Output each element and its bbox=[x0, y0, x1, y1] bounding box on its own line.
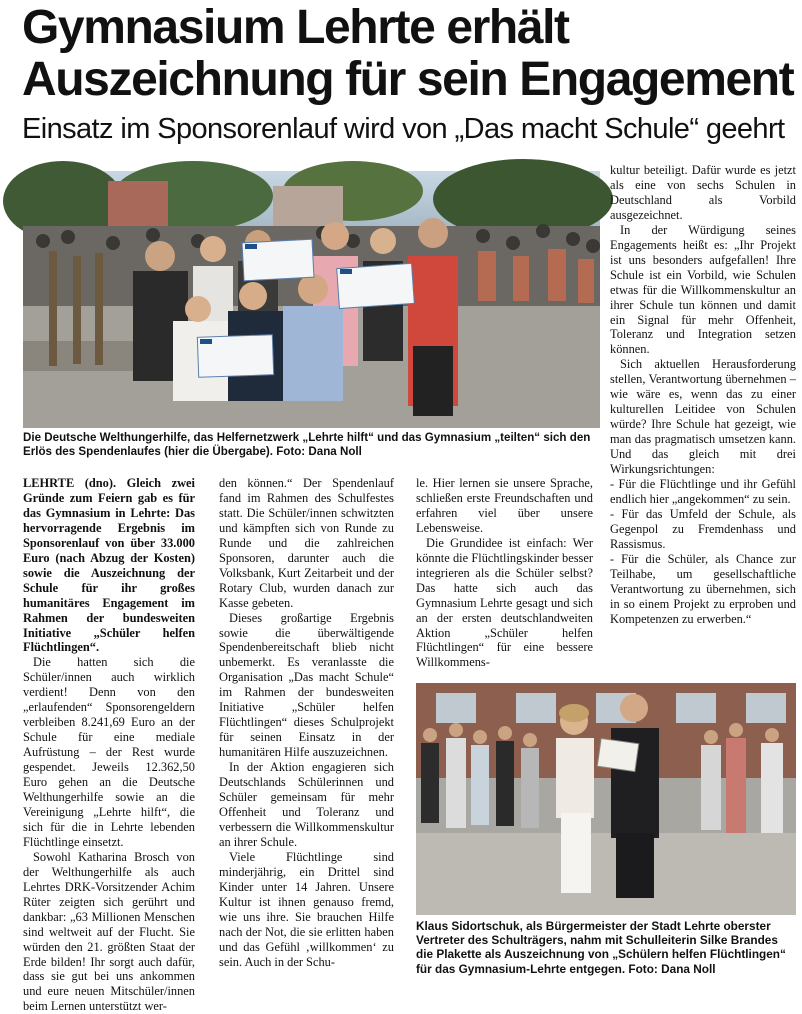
article-paragraph: Viele Flüchtlinge sind minderjährig, ein Drittel sind Kinder unter 14 Jahren. Unsere Kultur ist ihnen genauso fremd, wie uns ihre. Sie brauchen Hilfe nach der Not, die sie erlitten haben und das Gefühl ‚willkommen‘ zu sein. Auch in der Schu- bbox=[219, 849, 394, 969]
article-column-2 bbox=[219, 476, 394, 996]
article-paragraph: Die Grundidee ist einfach: Wer könnte die Flüchtlingskinder besser integrieren als die Schüler selbst? Das hatte sich auch das Gymnasium Lehrte gesagt und sich an der ersten deutschlandweiten Aktion „Schüler helfen Flüchtlingen“ für eine bessere Willkommens- bbox=[416, 535, 593, 670]
article-paragraph: Sowohl Katharina Brosch von der Welthungerhilfe als auch Lehrtes DRK-Vorsitzender Achim Rüter zeigten sich gerührt und dankbar: „63 Millionen Menschen sind weltweit auf der Flucht. Sie würden den 21. größten Staat der Erde bilden! Ihr sorgt auch dafür, dass sie gut bei uns ankommen und eure neuen Mitschüler/innen beim Lernen unterstützt wer- bbox=[23, 849, 195, 1014]
article-column-4 bbox=[610, 163, 796, 681]
photo-award-plaque-caption: Klaus Sidortschuk, als Bürgermeister der Stadt Lehrte oberster Vertreter des Schulträgers, nahm mit Schulleiterin Silke Brandes die Plakette als Auszeichnung von „Schülern helfen Flüchtlingen“ für das Gymnasium-Lehrte entgegen. Foto: Dana Noll bbox=[416, 919, 786, 976]
headline-line-1: Gymnasium Lehrte erhält bbox=[22, 1, 569, 54]
article-column-1 bbox=[23, 476, 195, 1014]
headline-line-2: Auszeichnung für sein Engagement bbox=[22, 53, 794, 106]
article-paragraph: Die hatten sich die Schüler/innen auch wirklich verdient! Denn von den „erlaufenden“ Sponsorengeldern verbleiben 8.241,69 Euro an der Schule für eine mediale Aufrüstung – der Rest wurde gespendet. Jeweils 12.362,50 Euro gehen an die Deutsche Welthungerhilfe sowie an die Vereinigung „Lehrte hilft“, die sich für die in Lehrte lebenden Flüchtlinge einsetzt. bbox=[23, 655, 195, 849]
article-lead: LEHRTE (dno). Gleich zwei Gründe zum Feiern gab es für das Gymnasium in Lehrte: Das hervorragende Ergebnis im Sponsorenlauf von über 33.000 Euro (nach Abzug der Kosten) sowie die Auszeichnung der Schule für ihr großes humanitäres Engagement im Rahmen der bundesweiten Initiative „Schüler helfen Flüchtlingen“. bbox=[23, 476, 195, 655]
article-paragraph: kultur beteiligt. Dafür wurde es jetzt als eine von sechs Schulen in Deutschland als Vorbild ausgezeichnet. bbox=[610, 163, 796, 222]
photo-award-plaque-image bbox=[416, 683, 796, 915]
article-column-3 bbox=[416, 476, 593, 676]
article-paragraph: In der Aktion engagieren sich Deutschlands Schülerinnen und Schüler gemeinsam für mehr Offenheit und Toleranz und verbessern die Willkommenskultur an ihrer Schule. bbox=[219, 760, 394, 849]
photo-cheque-handover-image bbox=[23, 171, 600, 428]
photo-award-plaque bbox=[416, 683, 796, 915]
article-paragraph: den können.“ Der Spendenlauf fand im Rahmen des Schulfestes statt. Die Schüler/innen schwitzten und kämpften sich von Runde zu Runde und die zahlreichen Sponsoren, darunter auch die Volksbank, Kurt Zeitarbeit und der Rotary Club, wurden danach zur Kasse gebeten. bbox=[219, 476, 394, 610]
article-paragraph: le. Hier lernen sie unsere Sprache, schließen erste Freundschaften und erfahren viel über unsere Lebensweise. bbox=[416, 476, 593, 535]
article-bullet: - Für die Schüler, als Chance zur Teilhabe, um gesellschaftliche Verantwortung zu übernehmen, sich in so einem Projekt zu erproben und Kompetenzen zu erwerben.“ bbox=[610, 551, 796, 626]
headline bbox=[22, 2, 792, 106]
photo-cheque-handover bbox=[23, 171, 600, 428]
article-bullet: - Für die Flüchtlinge und ihr Gefühl endlich hier „angekommen“ zu sein. bbox=[610, 477, 796, 506]
article-paragraph: Sich aktuellen Herausforderung stellen, Verantwortung übernehmen – wie wäre es, wenn das zu einer kulturellen Leitidee von Schulen würde? Ihre Schule hat gezeigt, wie man das pragmatisch umsetzen kann. Und das gleich mit drei Wirkungsrichtungen: bbox=[610, 357, 796, 477]
article-bullet: - Für das Umfeld der Schule, als Gegenpol zu Fremdenhass und Rassismus. bbox=[610, 506, 796, 551]
subheadline: Einsatz im Sponsorenlauf wird von „Das macht Schule“ geehrt bbox=[22, 113, 785, 145]
article-paragraph: Dieses großartige Ergebnis sowie die überwältigende Spendenbereitschaft blieb nicht unbemerkt. Es veranlasste die Organisation „Das macht Schule“ im Rahmen der bundesweiten Initiative „Schüler helfen Flüchtlingen“ dieses Schulprojekt für seinen Einsatz in der humanitären Hilfe auszuzeichnen. bbox=[219, 610, 394, 760]
photo-cheque-handover-caption: Die Deutsche Welthungerhilfe, das Helfernetzwerk „Lehrte hilft“ und das Gymnasium „teilten“ sich den Erlös des Spendenlaufes (hier die Übergabe). Foto: Dana Noll bbox=[23, 431, 591, 458]
article-paragraph: In der Würdigung seines Engagements heißt es: „Ihr Projekt ist uns besonders aufgefallen! Ihre Schule ist ein Vorbild, wie Schulen etwas für die Willkommenskultur an ihrer Schule tun können und damit ein Signal für mehr Offenheit, Toleranz und Integration setzen können. bbox=[610, 222, 796, 357]
